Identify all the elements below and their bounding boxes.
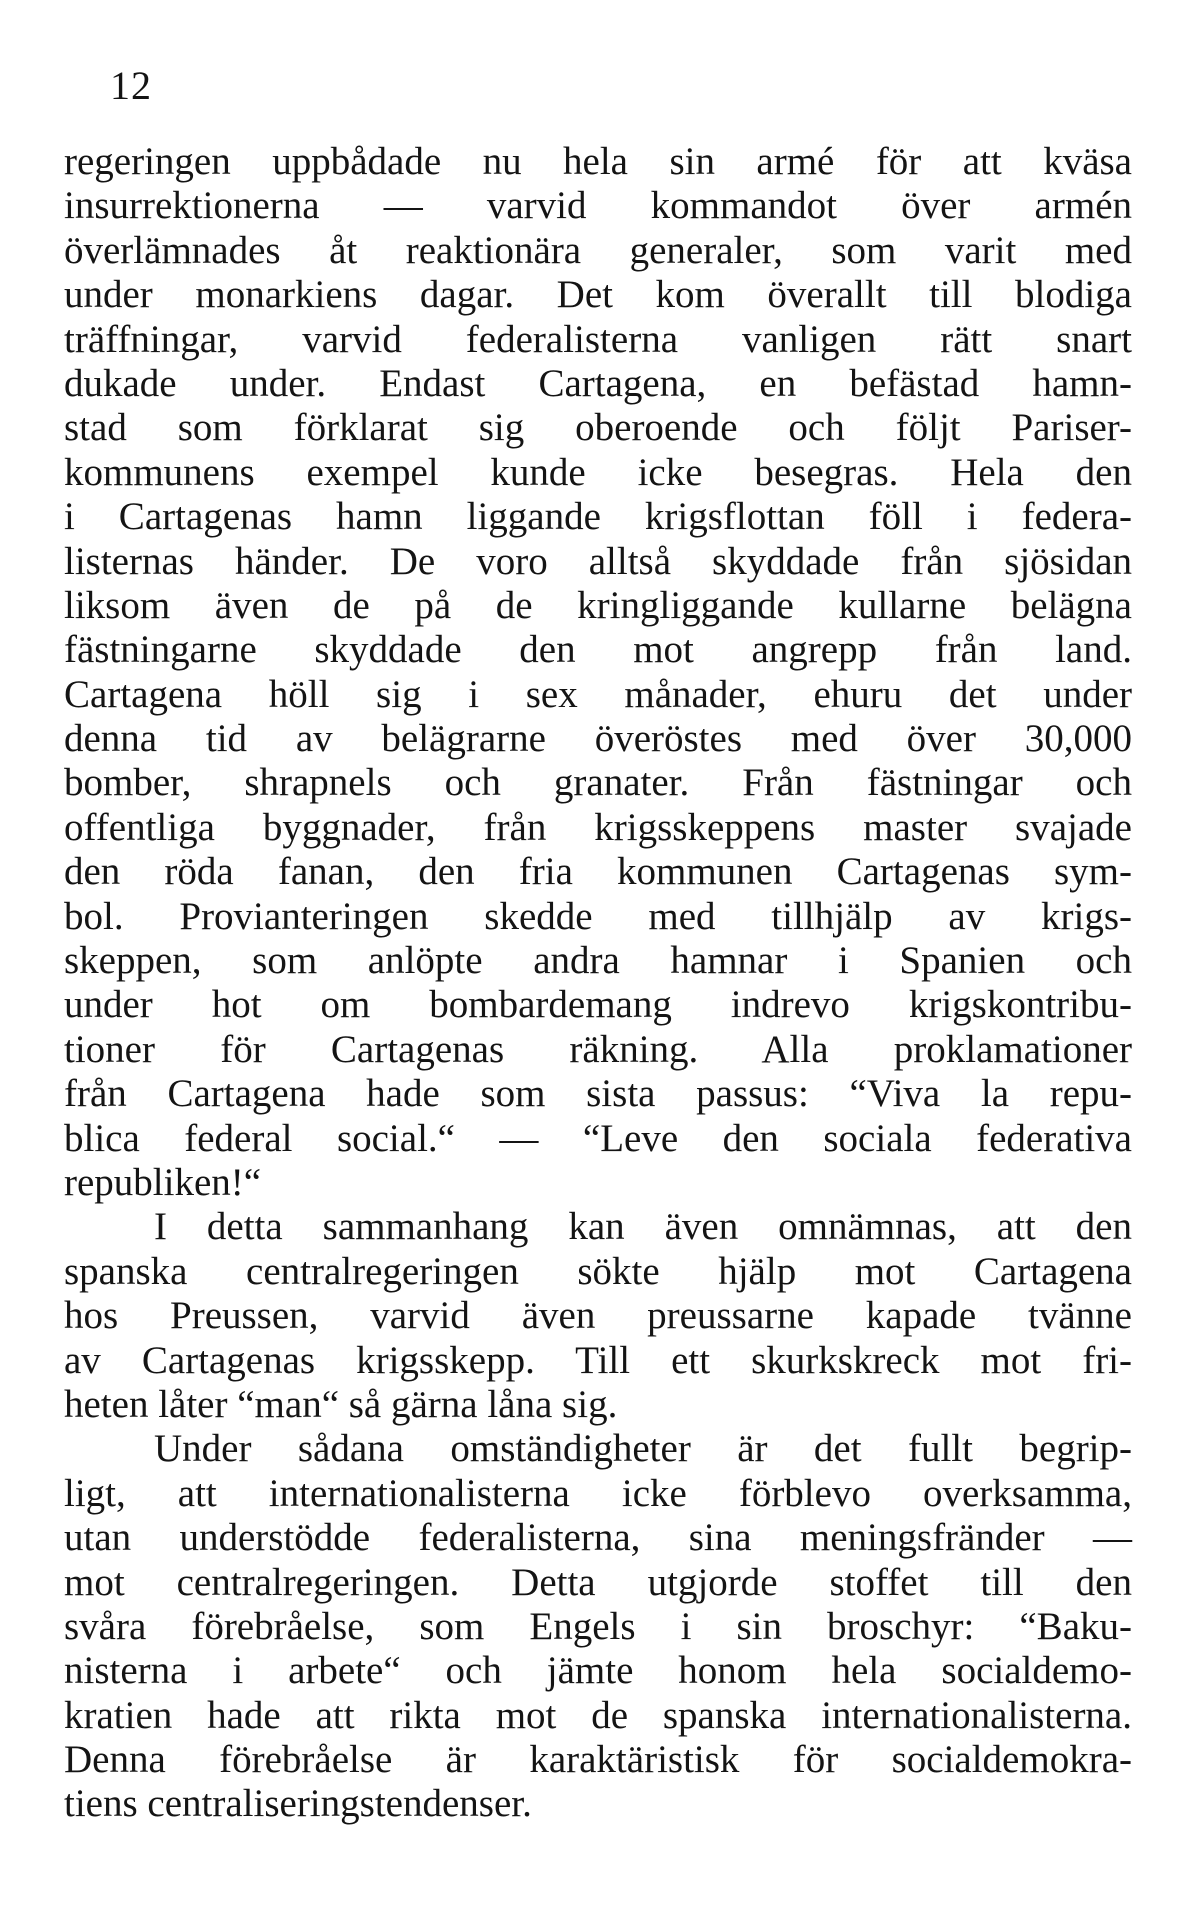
text-line: mot centralregeringen. Detta utgjorde stoffet till den [64, 1560, 1132, 1604]
text-line: från Cartagena hade som sista passus: “Viva la repu- [64, 1072, 1132, 1116]
page-number: 12 [110, 63, 152, 108]
text-line: skeppen, som anlöpte andra hamnar i Spanien och [64, 939, 1132, 983]
text-line: kommunens exempel kunde icke besegras. Hela den [64, 450, 1132, 494]
body-text [64, 140, 1132, 1827]
text-line: Denna förebråelse är karaktäristisk för socialdemokra- [64, 1738, 1132, 1782]
text-line: under hot om bombardemang indrevo krigskontribu- [64, 983, 1132, 1027]
text-line: liksom även de på de kringliggande kullarne belägna [64, 583, 1132, 627]
text-line: träffningar, varvid federalisterna vanligen rätt snart [64, 317, 1132, 361]
text-line: dukade under. Endast Cartagena, en befästad hamn- [64, 361, 1132, 405]
text-line: listernas händer. De voro alltså skyddade från sjösidan [64, 539, 1132, 583]
text-line: utan understödde federalisterna, sina meningsfränder — [64, 1516, 1132, 1560]
text-line: I detta sammanhang kan även omnämnas, att den [154, 1205, 1132, 1249]
text-line: den röda fanan, den fria kommunen Cartagenas sym- [64, 850, 1132, 894]
text-line: fästningarne skyddade den mot angrepp från land. [64, 628, 1132, 672]
text-line: svåra förebråelse, som Engels i sin broschyr: “Baku- [64, 1604, 1132, 1648]
text-line: kratien hade att rikta mot de spanska internationalisterna. [64, 1693, 1132, 1737]
text-line: av Cartagenas krigsskepp. Till ett skurkskreck mot fri- [64, 1338, 1132, 1382]
text-line: stad som förklarat sig oberoende och följt Pariser- [64, 406, 1132, 450]
text-line: spanska centralregeringen sökte hjälp mot Cartagena [64, 1249, 1132, 1293]
text-line: republiken!“ [64, 1160, 262, 1204]
text-line: under monarkiens dagar. Det kom överallt till blodiga [64, 273, 1132, 317]
text-line: Under sådana omständigheter är det fullt begrip- [154, 1427, 1132, 1471]
text-line: tiens centraliseringstendenser. [64, 1782, 532, 1826]
text-line: ligt, att internationalisterna icke förblevo overksamma, [64, 1471, 1132, 1515]
text-line: offentliga byggnader, från krigsskeppens master svajade [64, 805, 1132, 849]
text-line: hos Preussen, varvid även preussarne kapade tvänne [64, 1294, 1132, 1338]
text-line: tioner för Cartagenas räkning. Alla proklamationer [64, 1027, 1132, 1071]
text-line: blica federal social.“ — “Leve den sociala federativa [64, 1116, 1132, 1160]
text-line: bol. Provianteringen skedde med tillhjälp av krigs- [64, 894, 1132, 938]
text-line: insurrektionerna — varvid kommandot över armén [64, 184, 1132, 228]
text-line: överlämnades åt reaktionära generaler, som varit med [64, 228, 1132, 272]
text-line: denna tid av belägrarne överöstes med över 30,000 [64, 717, 1132, 761]
text-line: heten låter “man“ så gärna låna sig. [64, 1382, 618, 1426]
text-line: bomber, shrapnels och granater. Från fästningar och [64, 761, 1132, 805]
text-line: regeringen uppbådade nu hela sin armé för att kväsa [64, 140, 1132, 183]
text-line: nisterna i arbete“ och jämte honom hela socialdemo- [64, 1649, 1132, 1693]
text-line: i Cartagenas hamn liggande krigsflottan föll i federa- [64, 495, 1132, 539]
text-line: Cartagena höll sig i sex månader, ehuru det under [64, 672, 1132, 716]
